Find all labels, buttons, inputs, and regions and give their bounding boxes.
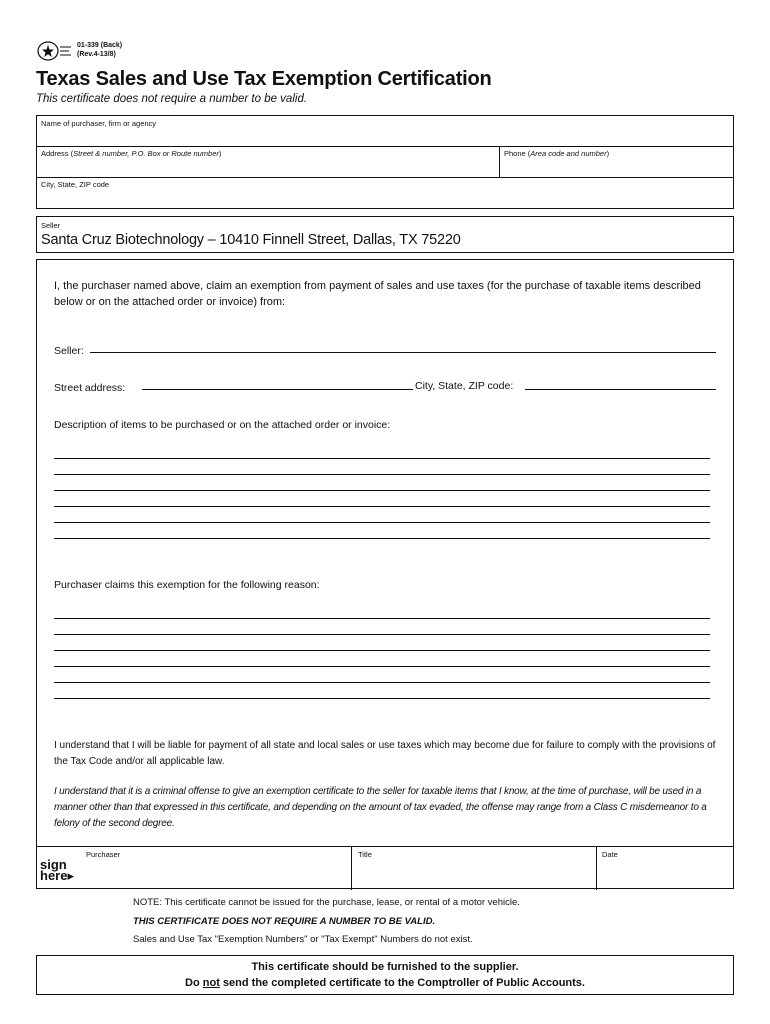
form-number	[77, 41, 122, 59]
page-title: Texas Sales and Use Tax Exemption Certification	[36, 68, 492, 90]
description-line[interactable]	[54, 522, 710, 523]
furnish-line: This certificate should be furnished to the supplier.	[251, 961, 519, 973]
date-field[interactable]	[597, 858, 733, 888]
purchaser-signature-field[interactable]	[86, 858, 351, 888]
furnish-to-supplier-box	[36, 955, 734, 995]
purchaser-name-label: Name of purchaser, firm or agency	[41, 119, 157, 128]
purchaser-city-field[interactable]	[37, 177, 733, 208]
purchaser-name-field[interactable]	[37, 116, 733, 147]
purchaser-address-row	[37, 146, 733, 178]
street-address-label: Street address:	[54, 382, 126, 394]
send-text: send the completed certificate to the Comptroller of Public Accounts.	[219, 977, 585, 989]
texas-comptroller-seal-icon	[36, 40, 72, 62]
do-text: Do	[185, 977, 203, 989]
description-line[interactable]	[54, 458, 710, 459]
address-phone-divider	[499, 146, 500, 177]
motor-vehicle-note: NOTE: This certificate cannot be issued for the purchase, lease, or rental of a motor vehicle.	[133, 897, 520, 908]
body-seller-label: Seller:	[54, 345, 84, 357]
no-number-note: THIS CERTIFICATE DOES NOT REQUIRE A NUMBER TO BE VALID.	[133, 916, 436, 927]
revision-text: (Rev.4-13/8)	[77, 51, 116, 58]
criminal-offense-statement: I understand that it is a criminal offense to give an exemption certificate to the seller for taxable items that I know, at the time of purchase, will be used in a manner other than that expressed in this certificate, and depending on the amount of tax evaded, the offense may range from a Class C misdemeanor to a felony of the second degree.	[54, 786, 707, 829]
not-text: not	[202, 977, 220, 989]
title-field[interactable]	[352, 858, 596, 888]
sign-here-icon: sign here▸	[40, 857, 74, 883]
purchaser-city-label: City, State, ZIP code	[41, 180, 110, 189]
purchaser-address-label: Address (Street & number, P.O. Box or Route number)	[41, 149, 222, 158]
seller-box-label: Seller	[41, 221, 61, 230]
body-seller-line[interactable]	[90, 352, 716, 353]
reason-line[interactable]	[54, 650, 710, 651]
description-line[interactable]	[54, 506, 710, 507]
description-label: Description of items to be purchased or on the attached order or invoice:	[54, 419, 391, 431]
purchaser-info-box	[36, 115, 734, 209]
description-line[interactable]	[54, 538, 710, 539]
reason-line[interactable]	[54, 634, 710, 635]
exemption-numbers-note: Sales and Use Tax "Exemption Numbers" or "Tax Exempt" Numbers do not exist.	[133, 934, 473, 945]
purchaser-signature-label: Purchaser	[86, 850, 121, 859]
purchaser-phone-label: Phone (Area code and number)	[504, 149, 610, 158]
description-line[interactable]	[54, 490, 710, 491]
reason-label: Purchaser claims this exemption for the following reason:	[54, 579, 320, 591]
seller-box-value: Santa Cruz Biotechnology – 10410 Finnell Street, Dallas, TX 75220	[41, 232, 461, 248]
date-label: Date	[602, 850, 618, 859]
body-city-line[interactable]	[525, 389, 716, 390]
do-not-send-line	[37, 975, 733, 991]
reason-line[interactable]	[54, 666, 710, 667]
description-line[interactable]	[54, 474, 710, 475]
form-number-text: 01-339 (Back)	[77, 42, 123, 49]
seller-box[interactable]	[36, 216, 734, 253]
street-address-line[interactable]	[142, 389, 413, 390]
title-label: Title	[358, 850, 372, 859]
reason-line[interactable]	[54, 618, 710, 619]
body-city-label: City, State, ZIP code:	[415, 380, 514, 392]
liability-statement: I understand that I will be liable for payment of all state and local sales or use taxes which may become due for failure to comply with the provisions of the Tax Code and/or all applicable law.	[54, 740, 716, 767]
reason-line[interactable]	[54, 682, 710, 683]
reason-line[interactable]	[54, 698, 710, 699]
claim-statement: I, the purchaser named above, claim an exemption from payment of sales and use taxes (for the purchase of taxable items described below or on the attached order or invoice) from:	[54, 280, 701, 308]
page-subtitle: This certificate does not require a number to be valid.	[36, 93, 308, 105]
